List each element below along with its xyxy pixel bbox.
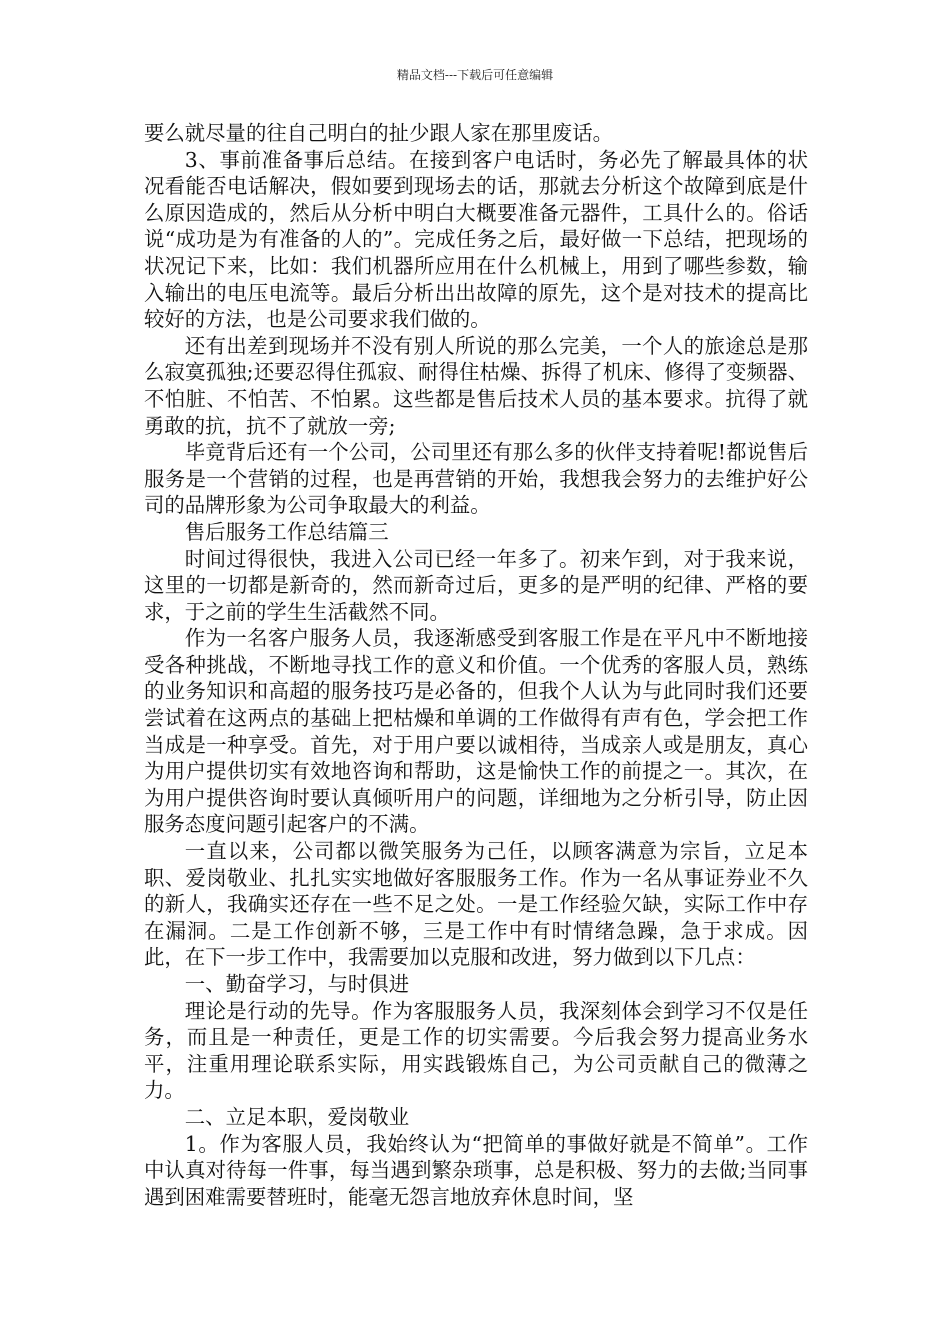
paragraph: 1。作为客服人员，我始终认为“把简单的事做好就是不简单”。工作中认真对待每一件事，每当遇到繁杂琐事，总是积极、努力的去做;当同事遇到困难需要替班时，能毫无怨言地放弃休息时间，坚 (144, 1131, 808, 1209)
paragraph: 理论是行动的先导。作为客服服务人员，我深刻体会到学习不仅是任务，而且是一种责任，更是工作的切实需要。今后我会努力提高业务水平，注重用理论联系实际，用实践锻炼自己，为公司贡献自己的微薄之力。 (144, 998, 808, 1103)
document-body (144, 120, 808, 1210)
section-heading: 售后服务工作总结篇三 (184, 519, 389, 544)
paragraph: 3、事前准备事后总结。在接到客户电话时，务必先了解最具体的状况看能否电话解决，假如要到现场去的话，那就去分析这个故障到底是什么原因造成的，然后从分析中明白大概要准备元器件，工具什么的。俗话说“成功是为有准备的人的”。完成任务之后，最好做一下总结，把现场的状况记下来，比如：我们机器所应用在什么机械上，用到了哪些参数，输入输出的电压电流等。最后分析出出故障的原先，这个是对技术的提高比较好的方法，也是公司要求我们做的。 (144, 147, 808, 332)
subheading: 一、勤奋学习，与时俱进 (184, 972, 410, 996)
paragraph: 作为一名客户服务人员，我逐渐感受到客服工作是在平凡中不断地接受各种挑战，不断地寻找工作的意义和价值。一个优秀的客服人员，熟练的业务知识和高超的服务技巧是必备的，但我个人认为与此同时我们还要尝试着在这两点的基础上把枯燥和单调的工作做得有声有色，学会把工作当成是一种享受。首先，对于用户要以诚相待，当成亲人或是朋友，真心为用户提供切实有效地咨询和帮助，这是愉快工作的前提之一。其次，在为用户提供咨询时要认真倾听用户的问题，详细地为之分析引导，防止因服务态度问题引起客户的不满。 (144, 626, 808, 837)
paragraph: 一直以来，公司都以微笑服务为己任，以顾客满意为宗旨，立足本职、爱岗敬业、扎扎实实地做好客服服务工作。作为一名从事证券业不久的新人，我确实还存在一些不足之处。一是工作经验欠缺，实际工作中存在漏洞。二是工作创新不够，三是工作中有时情绪急躁，急于求成。因此，在下一步工作中，我需要加以克服和改进，努力做到以下几点： (144, 839, 808, 970)
paragraph: 时间过得很快，我进入公司已经一年多了。初来乍到，对于我来说，这里的一切都是新奇的，然而新奇过后，更多的是严明的纪律、严格的要求，于之前的学生生活截然不同。 (144, 546, 808, 624)
page-header: 精品文档---下载后可任意编辑 (396, 68, 554, 82)
paragraph: 要么就尽量的往自己明白的扯少跟人家在那里废话。 (144, 121, 613, 145)
subheading: 二、立足本职，爱岗敬业 (184, 1104, 410, 1129)
paragraph: 毕竟背后还有一个公司，公司里还有那么多的伙伴支持着呢!都说售后服务是一个营销的过程，也是再营销的开始，我想我会努力的去维护好公司的品牌形象为公司争取最大的利益。 (144, 440, 808, 518)
paragraph: 还有出差到现场并不没有别人所说的那么完美，一个人的旅途总是那么寂寞孤独;还要忍得住孤寂、耐得住枯燥、拆得了机床、修得了变频器、不怕脏、不怕苦、不怕累。这些都是售后技术人员的基本要求。抗得了就勇敢的抗，抗不了就放一旁; (144, 333, 808, 438)
